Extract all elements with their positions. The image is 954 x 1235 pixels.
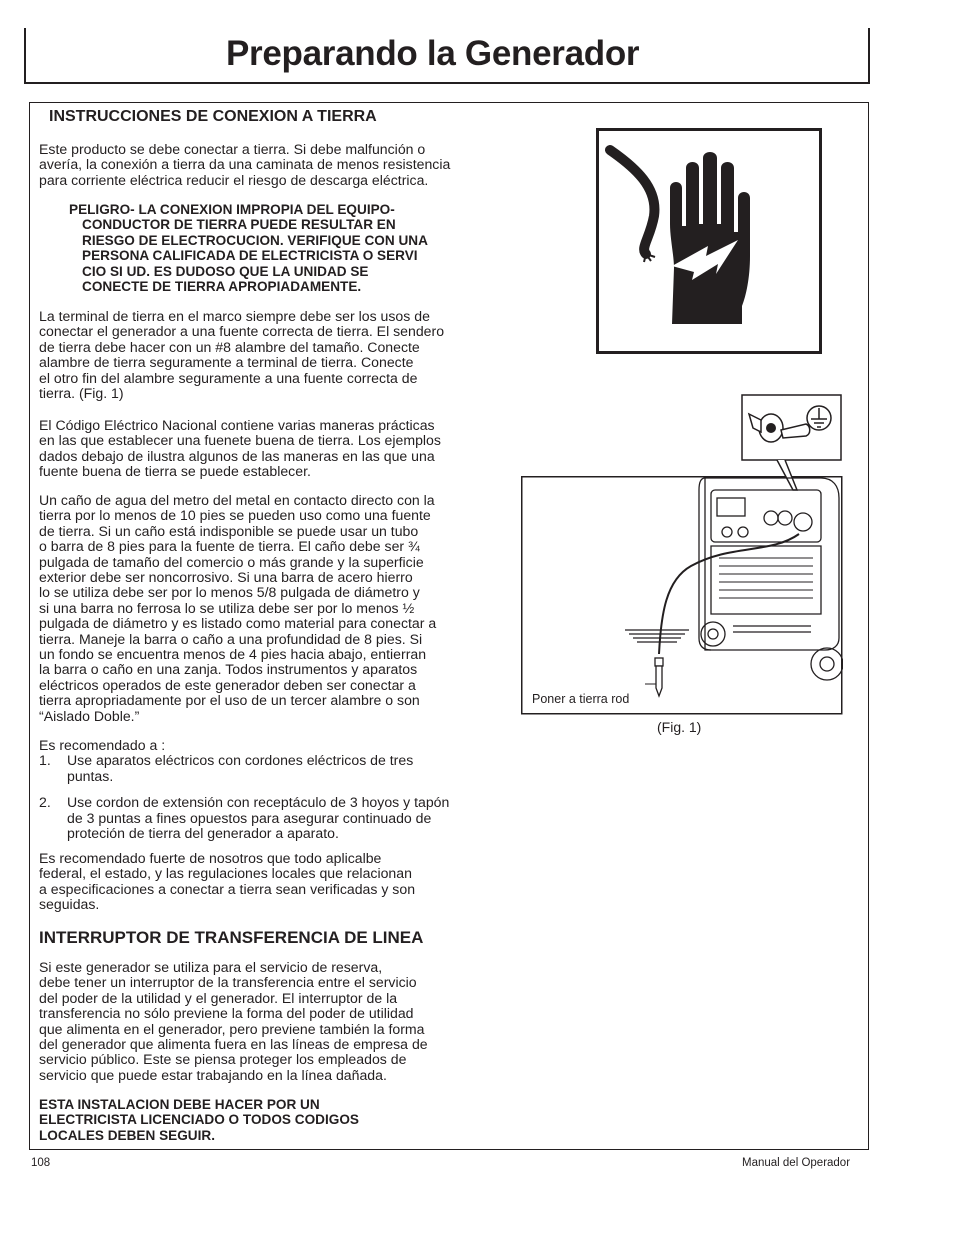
intro-line: para corriente eléctrica reducir el riesgo de descarga eléctrica. bbox=[39, 171, 429, 188]
paragraph-line: pulgada de diámetro y es listado como material para conectar a bbox=[39, 615, 437, 632]
list-line: puntas. bbox=[67, 767, 114, 784]
paragraph-line: el otro fin del alambre seguramente a una fuente correcta de bbox=[39, 369, 418, 386]
list-line: Use cordon de extensión con receptáculo de 3 hoyos y tapón bbox=[67, 794, 450, 811]
paragraph-line: eléctricos operados de este generador deben ser conectar a bbox=[39, 676, 416, 693]
paragraph-line: del generador que alimenta fuera en las líneas de empresa de bbox=[39, 1036, 428, 1053]
paragraph-line: Es recomendado fuerte de nosotros que todo aplicalbe bbox=[39, 850, 382, 866]
paragraph-line: La terminal de tierra en el marco siempre debe ser los usos de bbox=[39, 308, 430, 324]
danger-line: CIO SI UD. ES DUDOSO QUE LA UNIDAD SE bbox=[82, 263, 369, 279]
paragraph-line: a especificaciones a conectar a tierra sean verificadas y son bbox=[39, 880, 416, 897]
danger-line: PELIGRO- LA CONEXION IMPROPIA DEL EQUIPO- bbox=[69, 202, 395, 217]
list-line: Use aparatos eléctricos con cordones eléctricos de tres bbox=[67, 752, 414, 769]
paragraph-line: de tierra debe hacer con un #8 alambre del tamaño. Conecte bbox=[39, 338, 420, 355]
danger-line: RIESGO DE ELECTROCUCION. VERIFIQUE CON UNA bbox=[82, 232, 428, 248]
figure-caption: (Fig. 1) bbox=[657, 719, 702, 735]
section2-heading: INTERRUPTOR DE TRANSFERENCIA DE LINEA bbox=[39, 928, 424, 947]
paragraph-line: del poder de la utilidad y el generador. El interruptor de la bbox=[39, 989, 398, 1006]
warning-line: ESTA INSTALACION DEBE HACER POR UN bbox=[39, 1097, 320, 1112]
paragraph-line: servicio que puede estar trabajando en la línea dañada. bbox=[39, 1066, 387, 1083]
paragraph-line: seguidas. bbox=[39, 896, 100, 913]
paragraph-line: transferencia no sólo previene la forma del poder de utilidad bbox=[39, 1005, 414, 1022]
manual-name: Manual del Operador bbox=[742, 1157, 851, 1169]
section1-intro bbox=[39, 142, 472, 188]
paragraph-line: lo se utiliza debe ser por lo menos 5/8 pulgada de diámetro y bbox=[39, 584, 420, 601]
list-item bbox=[39, 795, 472, 841]
paragraph-line: o barra de 8 pies para la fuente de tierra. El caño debe ser ¾ bbox=[39, 538, 420, 555]
list-item bbox=[39, 753, 472, 784]
paragraph-line: federal, el estado, y las regulaciones locales que relacionan bbox=[39, 865, 412, 882]
warning-line: LOCALES DEBEN SEGUIR. bbox=[39, 1127, 215, 1143]
warning-line: ELECTRICISTA LICENCIADO O TODOS CODIGOS bbox=[39, 1112, 359, 1128]
paragraph-line: la barra o caño en una zanja. Todos instrumentos y aparatos bbox=[39, 661, 418, 678]
list-number: 2. bbox=[39, 794, 51, 811]
list-line: de 3 puntas a fines opuestos para asegurar continuado de bbox=[67, 809, 432, 826]
paragraph-line: Si este generador se utiliza para el servicio de reserva, bbox=[39, 959, 383, 975]
paragraph-line: tierra por lo menos de 10 pies se pueden uso como una fuente bbox=[39, 507, 431, 524]
paragraph-terminal bbox=[39, 309, 472, 401]
list-line: proteción de tierra del generador a aparato. bbox=[67, 825, 339, 842]
paragraph-regulaciones bbox=[39, 851, 472, 913]
paragraph-line: tierra. (Fig. 1) bbox=[39, 385, 124, 402]
paragraph-line: de tierra. Si un caño está indisponible se puede usar un tubo bbox=[39, 522, 419, 539]
danger-line: CONECTE DE TIERRA APROPIADAMENTE. bbox=[82, 279, 362, 295]
paragraph-line: conectar el generador a una fuente correcta de tierra. El sendero bbox=[39, 323, 445, 340]
paragraph-line: alambre de tierra seguramente a terminal de tierra. Conecte bbox=[39, 354, 414, 371]
danger-line: CONDUCTOR DE TIERRA PUEDE RESULTAR EN bbox=[82, 217, 396, 233]
paragraph-line: si una barra no ferrosa lo se utiliza debe ser por lo menos ½ bbox=[39, 599, 415, 616]
recommended-list bbox=[39, 738, 472, 841]
paragraph-line: debe tener un interruptor de la transferencia entre el servicio bbox=[39, 974, 417, 991]
paragraph-line: exterior debe ser noncorrosivo. Si una barra de acero hierro bbox=[39, 569, 413, 586]
intro-line: Este producto se debe conectar a tierra. Si debe malfunción o bbox=[39, 141, 426, 157]
ground-rod-label: Poner a tierra rod bbox=[532, 692, 630, 706]
section1-heading: INSTRUCCIONES DE CONEXION A TIERRA bbox=[49, 108, 377, 125]
recommended-intro: Es recomendado a : bbox=[39, 737, 166, 753]
installation-warning bbox=[39, 1097, 472, 1143]
paragraph-line: que alimenta en el generador, pero previene también la forma bbox=[39, 1020, 425, 1037]
paragraph-line: tierra apropriadamente por el uso de un tercer alambre o son bbox=[39, 692, 420, 709]
page-number: 108 bbox=[31, 1157, 51, 1169]
paragraph-line: servicio público. Este se piensa proteger los empleados de bbox=[39, 1051, 407, 1068]
electrical-hazard-icon bbox=[596, 128, 822, 354]
paragraph-line: pulgada de tamaño del comercio o más grande y la superficie bbox=[39, 553, 424, 570]
ground-symbol-icon bbox=[807, 406, 831, 430]
paragraph-line: fuente buena de tierra se puede establecer. bbox=[39, 463, 311, 480]
paragraph-line: un fondo se encuentra menos de 4 pies hacia abajo, entierran bbox=[39, 646, 427, 663]
intro-line: avería, la conexión a tierra da una caminata de menos resistencia bbox=[39, 156, 451, 173]
title-box bbox=[24, 28, 870, 84]
generator-grounding-figure bbox=[521, 394, 843, 716]
danger-line: PERSONA CALIFICADA DE ELECTRICISTA O SERVI bbox=[82, 248, 418, 264]
paragraph-line: El Código Eléctrico Nacional contiene varias maneras prácticas bbox=[39, 417, 435, 433]
paragraph-line: tierra. Maneje la barra o caño a una profundidad de 8 pies. Si bbox=[39, 630, 423, 647]
page-title: Preparando la Generador bbox=[226, 34, 640, 73]
list-number: 1. bbox=[39, 752, 51, 769]
section2-heading-wrap bbox=[39, 930, 472, 945]
paragraph-line: Un caño de agua del metro del metal en contacto directo con la bbox=[39, 492, 435, 508]
danger-warning bbox=[69, 202, 489, 294]
paragraph-transferencia bbox=[39, 960, 472, 1083]
paragraph-line: dados debajo de ilustra algunos de las maneras en las que una bbox=[39, 447, 435, 464]
paragraph-line: en las que establecer una fuenete buena de tierra. Los ejemplos bbox=[39, 432, 441, 449]
section1-heading-wrap bbox=[10, 109, 443, 124]
paragraph-line: “Aislado Doble.” bbox=[39, 707, 140, 724]
paragraph-codigo bbox=[39, 418, 472, 480]
paragraph-cano bbox=[39, 493, 472, 724]
